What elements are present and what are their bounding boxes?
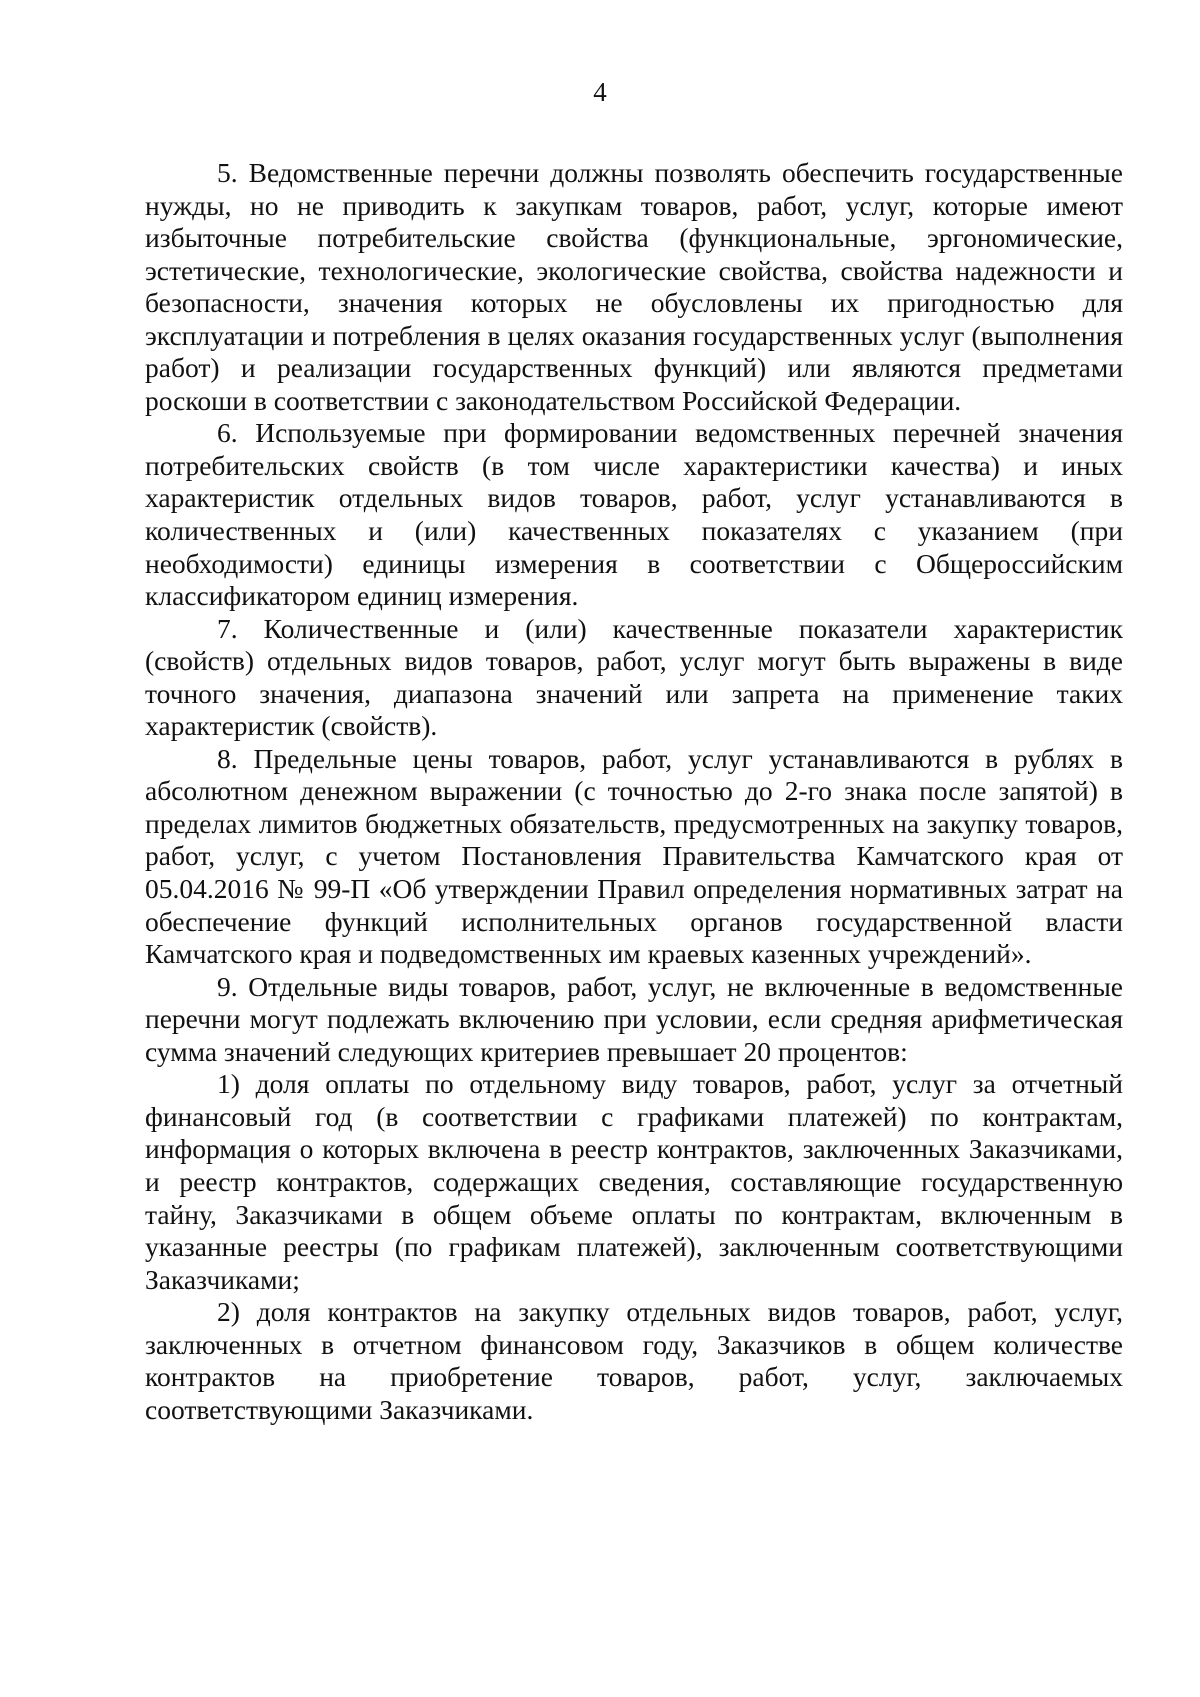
paragraph-7: 7. Количественные и (или) качественные показатели характеристик (свойств) отдельных видов товаров, работ, услуг могут быть выражены в виде точного значения, диапазона значений или запрета на применение таких характеристик (свойств). bbox=[145, 612, 1123, 742]
paragraph-9-item-2: 2) доля контрактов на закупку отдельных видов товаров, работ, услуг, заключенных в отчетном финансовом году, Заказчиков в общем количестве контрактов на приобретение товаров, работ, услуг, заключаемых соответствующими Заказчиками. bbox=[145, 1296, 1123, 1425]
document-body bbox=[145, 157, 1123, 1426]
paragraph-5: 5. Ведомственные перечни должны позволять обеспечить государственные нужды, но не приводить к закупкам товаров, работ, услуг, которые имеют избыточные потребительские свойства (функциональные, эргономические, эстетические, технологические, экологические свойства, свойства надежности и безопасности, значения которых не обусловлены их пригодностью для эксплуатации и потребления в целях оказания государственных услуг (выполнения работ) и реализации государственных функций) или являются предметами роскоши в соответствии с законодательством Российской Федерации. bbox=[145, 157, 1123, 416]
paragraph-6: 6. Используемые при формировании ведомственных перечней значения потребительских свойств (в том числе характеристики качества) и иных характеристик отдельных видов товаров, работ, услуг устанавливаются в количественных и (или) качественных показателях с указанием (при необходимости) единицы измерения в соответствии с Общероссийским классификатором единиц измерения. bbox=[145, 417, 1123, 612]
paragraph-9-item-1: 1) доля оплаты по отдельному виду товаров, работ, услуг за отчетный финансовый год (в соответствии с графиками платежей) по контрактам, информация о которых включена в реестр контрактов, заключенных Заказчиками, и реестр контрактов, содержащих сведения, составляющие государственную тайну, Заказчиками в общем объеме оплаты по контрактам, включенным в указанные реестры (по графикам платежей), заключенным соответствующими Заказчиками; bbox=[145, 1068, 1123, 1295]
page-number: 4 bbox=[593, 77, 607, 107]
paragraph-8: 8. Предельные цены товаров, работ, услуг устанавливаются в рублях в абсолютном денежном выражении (с точностью до 2-го знака после запятой) в пределах лимитов бюджетных обязательств, предусмотренных на закупку товаров, работ, услуг, с учетом Постановления Правительства Камчатского края от 05.04.2016 № 99-П «Об утверждении Правил определения нормативных затрат на обеспечение функций исполнительных органов государственной власти Камчатского края и подведомственных им краевых казенных учреждений». bbox=[145, 742, 1123, 970]
paragraph-9: 9. Отдельные виды товаров, работ, услуг, не включенные в ведомственные перечни могут подлежать включению при условии, если средняя арифметическая сумма значений следующих критериев превышает 20 процентов: bbox=[145, 970, 1123, 1067]
